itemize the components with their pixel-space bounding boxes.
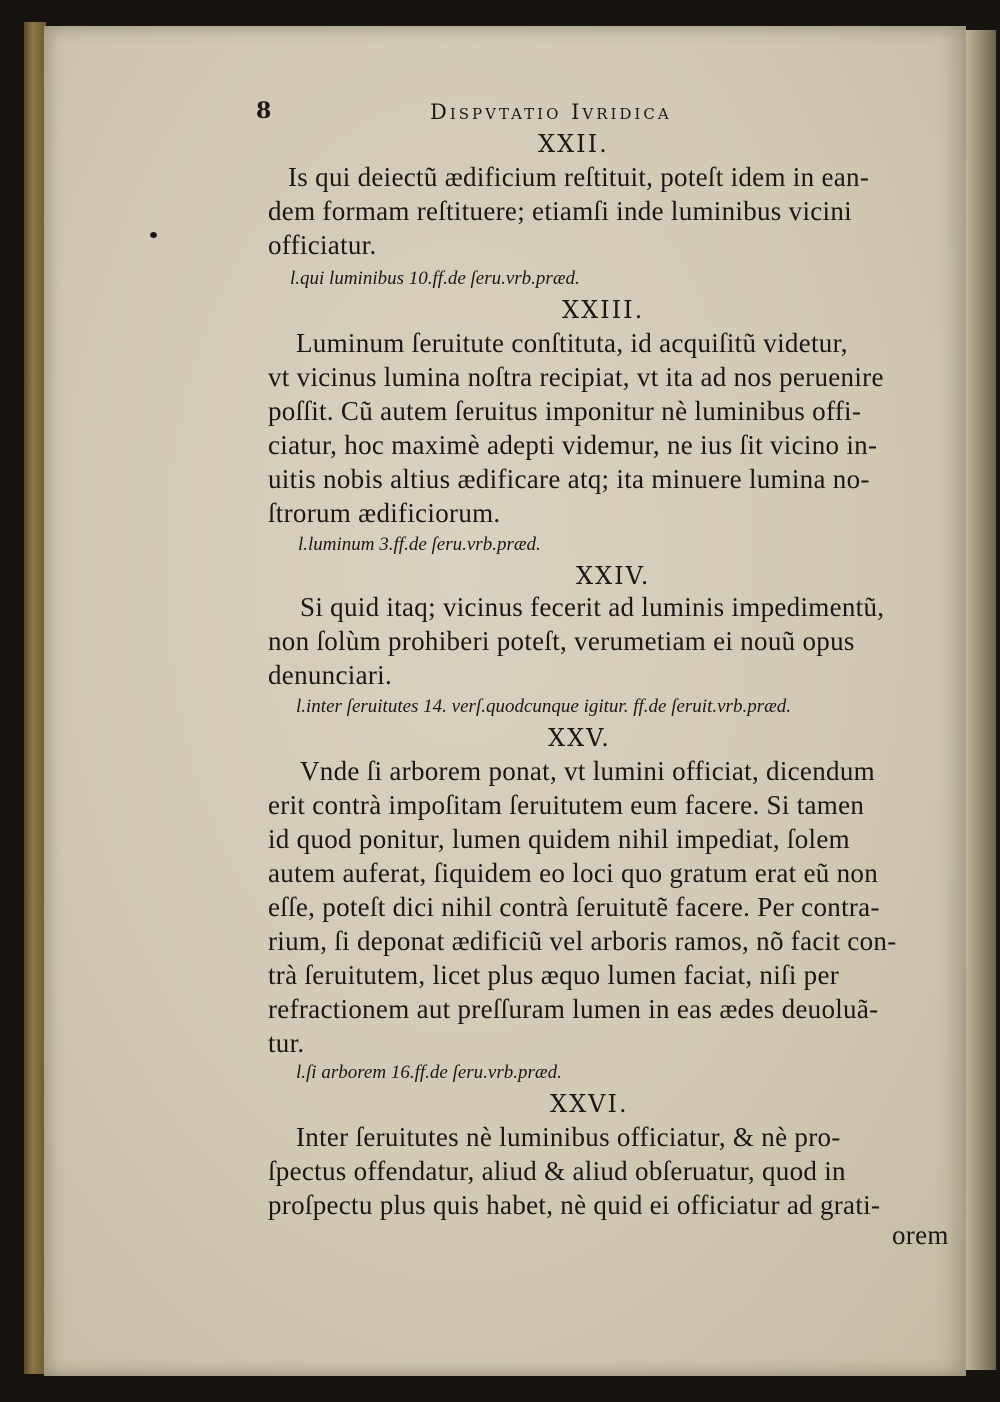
catchword: orem [892, 1220, 949, 1250]
text-line: dem formam reſtituere; etiamſi inde luminibus vicini [268, 196, 852, 226]
text-line: Vnde ſi arborem ponat, vt lumini officiat, dicendum [300, 756, 875, 786]
text-line: erit contrà impoſitam ſeruitutem eum facere. Si tamen [268, 790, 865, 820]
text-line: tur. [268, 1028, 305, 1058]
text-line: Luminum ſeruitute conſtituta, id acquiſitũ videtur, [296, 328, 848, 358]
text-line: poſſit. Cũ autem ſeruitus imponitur nè luminibus offi- [268, 396, 862, 426]
section-numeral: XXV. [548, 724, 611, 752]
text-line: ciatur, hoc maximè adepti videmur, ne ius ſit vicino in- [268, 430, 878, 460]
text-line: officiatur. [268, 230, 377, 260]
page-stack-edge [962, 30, 996, 1370]
book-page [44, 26, 966, 1376]
text-line: Inter ſeruitutes nè luminibus officiatur, & nè pro- [296, 1122, 841, 1152]
text-line: eſſe, poteſt dici nihil contrà ſeruitutẽ facere. Per contra- [268, 892, 880, 922]
text-line: Is qui deiectũ ædificium reſtituit, poteſt idem in ean- [288, 162, 870, 192]
book-binding-edge [24, 22, 46, 1374]
text-line: trà ſeruitutem, licet plus æquo lumen faciat, niſi per [268, 960, 840, 990]
text-line: vt vicinus lumina noſtra recipiat, vt ita ad nos peruenire [268, 362, 884, 392]
text-line: non ſolùm prohiberi poteſt, verumetiam ei nouũ opus [268, 626, 855, 656]
section-numeral: XXII. [538, 130, 609, 158]
citation: l.qui luminibus 10.ff.de ſeru.vrb.præd. [290, 268, 580, 289]
text-line: rium, ſi deponat ædificiũ vel arboris ramos, nõ facit con- [268, 926, 897, 956]
text-line: refractionem aut preſſuram lumen in eas ædes deuoluã- [268, 994, 879, 1024]
text-line: ſpectus offendatur, aliud & aliud obſeruatur, quod in [268, 1156, 846, 1186]
page-number: 8 [256, 98, 272, 124]
text-line: ſtrorum ædificiorum. [268, 498, 501, 528]
running-title: Dispvtatio Ivridica [430, 100, 672, 124]
text-line: proſpectu plus quis habet, nè quid ei officiatur ad grati- [268, 1190, 881, 1220]
citation: l.ſi arborem 16.ff.de ſeru.vrb.præd. [296, 1062, 562, 1083]
citation: l.luminum 3.ff.de ſeru.vrb.præd. [298, 534, 541, 555]
ink-spot [150, 232, 157, 238]
section-numeral: XXVI. [550, 1090, 629, 1118]
text-line: id quod ponitur, lumen quidem nihil impediat, ſolem [268, 824, 850, 854]
text-line: autem auferat, ſiquidem eo loci quo gratum erat eũ non [268, 858, 878, 888]
citation: l.inter ſeruitutes 14. verſ.quodcunque igitur. ff.de ſeruit.vrb.præd. [296, 696, 792, 717]
text-line: denunciari. [268, 660, 392, 690]
section-numeral: XXIV. [576, 562, 651, 590]
text-line: Si quid itaq; vicinus fecerit ad luminis impedimentũ, [300, 592, 885, 622]
section-numeral: XXIII. [562, 296, 645, 324]
text-line: uitis nobis altius ædificare atq; ita minuere lumina no- [268, 464, 870, 494]
